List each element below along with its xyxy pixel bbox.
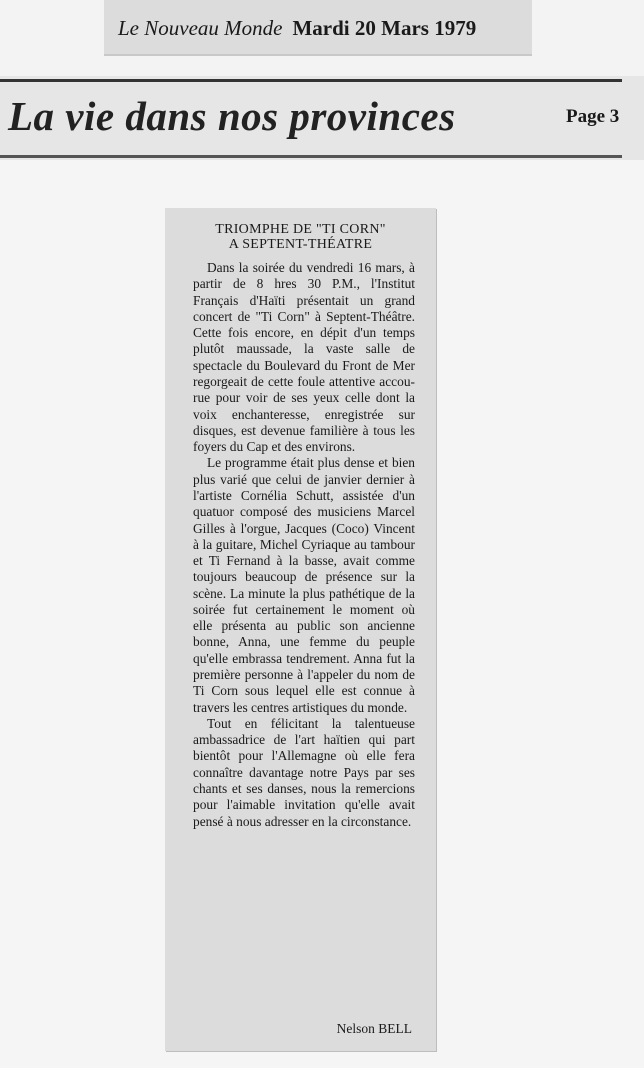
page-number: Page 3	[566, 106, 620, 127]
headline-line-2: A SEPTENT-THÉATRE	[228, 237, 373, 252]
article-paragraph-3: Tout en félicitant la talentueuse ambassadrice de l'art haïtien qui part bientôt pour l'Allemagne où elle fera connaître davantage notre Pays par ses chants et ses danses, nous la remercions pour l'aimable invitation qu'elle avait pensé à nous adresser en la circonstance.	[193, 715, 415, 829]
newspaper-name: Le Nouveau Monde	[118, 16, 283, 40]
article-paragraph-1: Dans la soirée du vendredi 16 mars, à partir de 8 hres 30 P.M., l'Institut Français d'Haïti présentait un grand concert de "Ti Corn" à Septent-Théâtre. Cette fois encore, en dépit d'un temps plutôt maussade, la vaste salle de spectacle du Boulevard du Front de Mer regorgeait de cette foule attentive accourue pour voir de ses yeux celle dont la voix enchanteresse, enregistrée sur disques, est devenue familière à tous les foyers du Cap et des environs.	[193, 260, 415, 455]
article-clipping	[165, 208, 436, 1051]
article-headline	[165, 222, 436, 252]
masthead-clipping	[104, 0, 532, 56]
headline-line-1: TRIOMPHE DE "TI CORN"	[215, 222, 386, 237]
publication-date: Mardi 20 Mars 1979	[292, 16, 477, 40]
article-paragraph-2: Le programme était plus dense et bien plus varié que celui de janvier dernier à l'artiste Cornélia Schutt, assistée d'un quatuor composé des musiciens Marcel Gilles à l'orgue, Jacques (Coco) Vincent à la guitare, Michel Cyriaque au tambour et Ti Fernand à la basse, avait comme toujours beaucoup de présence sur la scène. La minute la plus pathétique de la soirée fut certainement le moment où elle présenta au public son ancienne bonne, Anna, une femme du peuple qu'elle embrassa tendrement. Anna fut la première personne à l'appeler du nom de Ti Corn sous lequel elle est connue à travers les centres artistiques du monde.	[193, 455, 415, 715]
article-signature: Nelson BELL	[336, 1021, 412, 1036]
masthead-line	[118, 16, 476, 41]
section-title: La vie dans nos provinces	[8, 93, 456, 139]
article-body	[193, 260, 415, 830]
section-rule-top	[0, 79, 622, 82]
section-rule-bottom	[0, 155, 622, 158]
